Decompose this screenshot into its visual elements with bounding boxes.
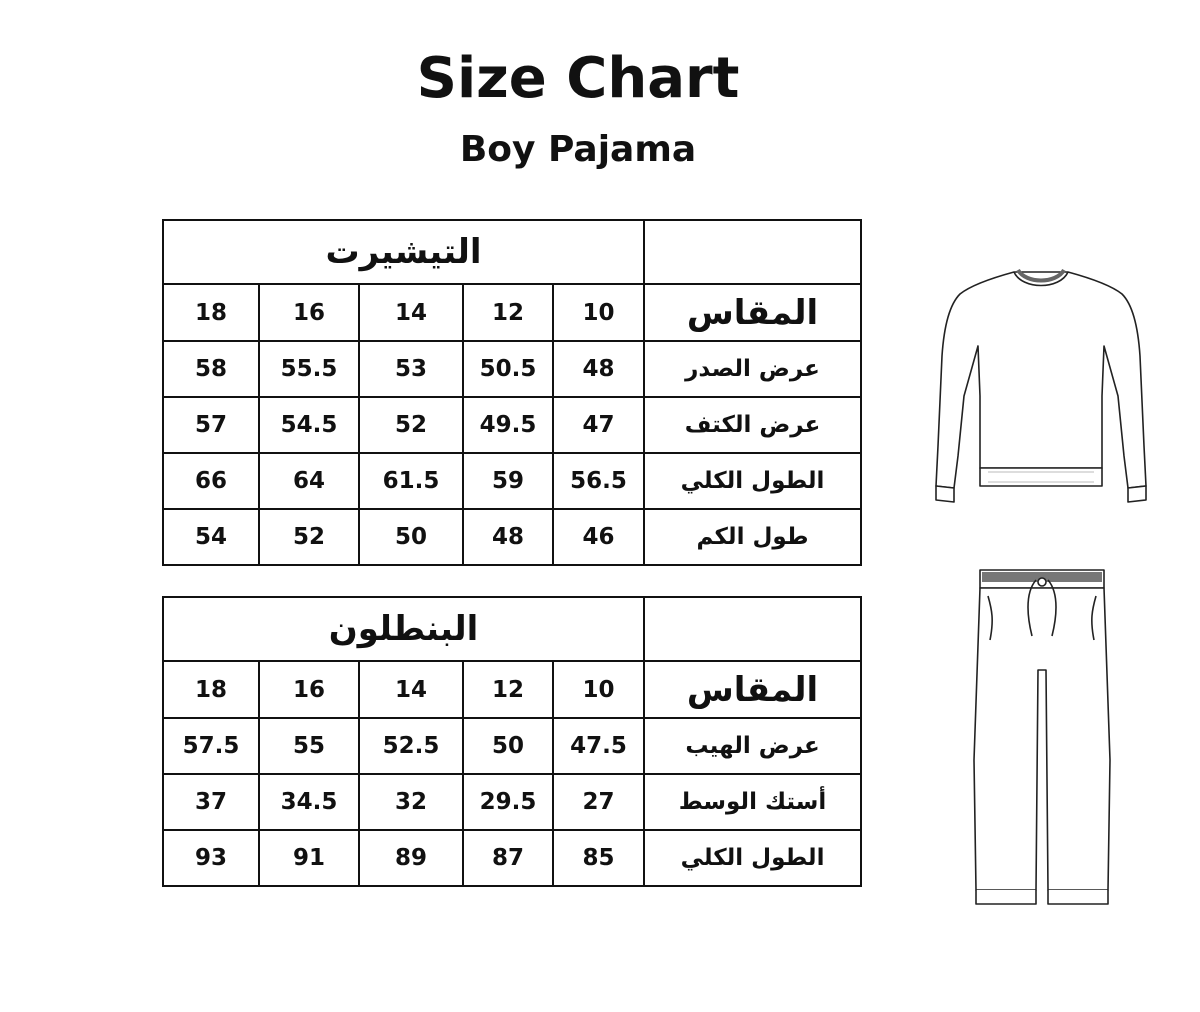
value-cell: 29.5 <box>463 774 553 830</box>
size-header-cell: 16 <box>259 284 359 341</box>
value-cell: 89 <box>359 830 463 886</box>
page-title: Size Chart <box>416 46 740 111</box>
pants-section-title: البنطلون <box>163 597 644 661</box>
value-cell: 34.5 <box>259 774 359 830</box>
size-header-cell: 18 <box>163 284 259 341</box>
value-cell: 54 <box>163 509 259 565</box>
value-cell: 57 <box>163 397 259 453</box>
page-subtitle: Boy Pajama <box>459 129 697 170</box>
value-cell: 50.5 <box>463 341 553 397</box>
row-label: عرض الهيب <box>644 718 861 774</box>
size-header-cell: 12 <box>463 284 553 341</box>
size-header-cell: 12 <box>463 661 553 718</box>
value-cell: 49.5 <box>463 397 553 453</box>
value-cell: 47 <box>553 397 644 453</box>
size-header-cell: 16 <box>259 661 359 718</box>
table-row <box>163 341 861 397</box>
row-label: الطول الكلي <box>644 453 861 509</box>
value-cell: 56.5 <box>553 453 644 509</box>
shirt-size-table <box>162 219 862 566</box>
size-header-cell: 18 <box>163 661 259 718</box>
value-cell: 37 <box>163 774 259 830</box>
row-label: طول الكم <box>644 509 861 565</box>
size-header-cell: 10 <box>553 661 644 718</box>
value-cell: 59 <box>463 453 553 509</box>
value-cell: 87 <box>463 830 553 886</box>
table-row <box>163 718 861 774</box>
row-label: أستك الوسط <box>644 774 861 830</box>
table-row <box>163 453 861 509</box>
value-cell: 55.5 <box>259 341 359 397</box>
table-row <box>163 774 861 830</box>
size-header-cell: 14 <box>359 284 463 341</box>
value-cell: 46 <box>553 509 644 565</box>
empty-header-cell <box>644 597 861 661</box>
size-header-cell: 10 <box>553 284 644 341</box>
table-row <box>163 830 861 886</box>
size-label: المقاس <box>644 284 861 341</box>
value-cell: 52 <box>359 397 463 453</box>
shirt-section-title: التيشيرت <box>163 220 644 284</box>
value-cell: 53 <box>359 341 463 397</box>
value-cell: 55 <box>259 718 359 774</box>
value-cell: 57.5 <box>163 718 259 774</box>
value-cell: 52.5 <box>359 718 463 774</box>
value-cell: 64 <box>259 453 359 509</box>
table-row <box>163 509 861 565</box>
row-label: عرض الصدر <box>644 341 861 397</box>
size-header-cell: 14 <box>359 661 463 718</box>
value-cell: 61.5 <box>359 453 463 509</box>
value-cell: 47.5 <box>553 718 644 774</box>
value-cell: 48 <box>463 509 553 565</box>
value-cell: 32 <box>359 774 463 830</box>
value-cell: 91 <box>259 830 359 886</box>
value-cell: 50 <box>463 718 553 774</box>
sweatshirt-icon <box>922 246 1158 528</box>
size-label: المقاس <box>644 661 861 718</box>
row-label: عرض الكتف <box>644 397 861 453</box>
value-cell: 93 <box>163 830 259 886</box>
value-cell: 27 <box>553 774 644 830</box>
pants-size-table <box>162 596 862 887</box>
pants-icon <box>966 560 1118 920</box>
empty-header-cell <box>644 220 861 284</box>
value-cell: 54.5 <box>259 397 359 453</box>
value-cell: 58 <box>163 341 259 397</box>
value-cell: 52 <box>259 509 359 565</box>
row-label: الطول الكلي <box>644 830 861 886</box>
value-cell: 85 <box>553 830 644 886</box>
value-cell: 66 <box>163 453 259 509</box>
value-cell: 48 <box>553 341 644 397</box>
table-row <box>163 397 861 453</box>
value-cell: 50 <box>359 509 463 565</box>
